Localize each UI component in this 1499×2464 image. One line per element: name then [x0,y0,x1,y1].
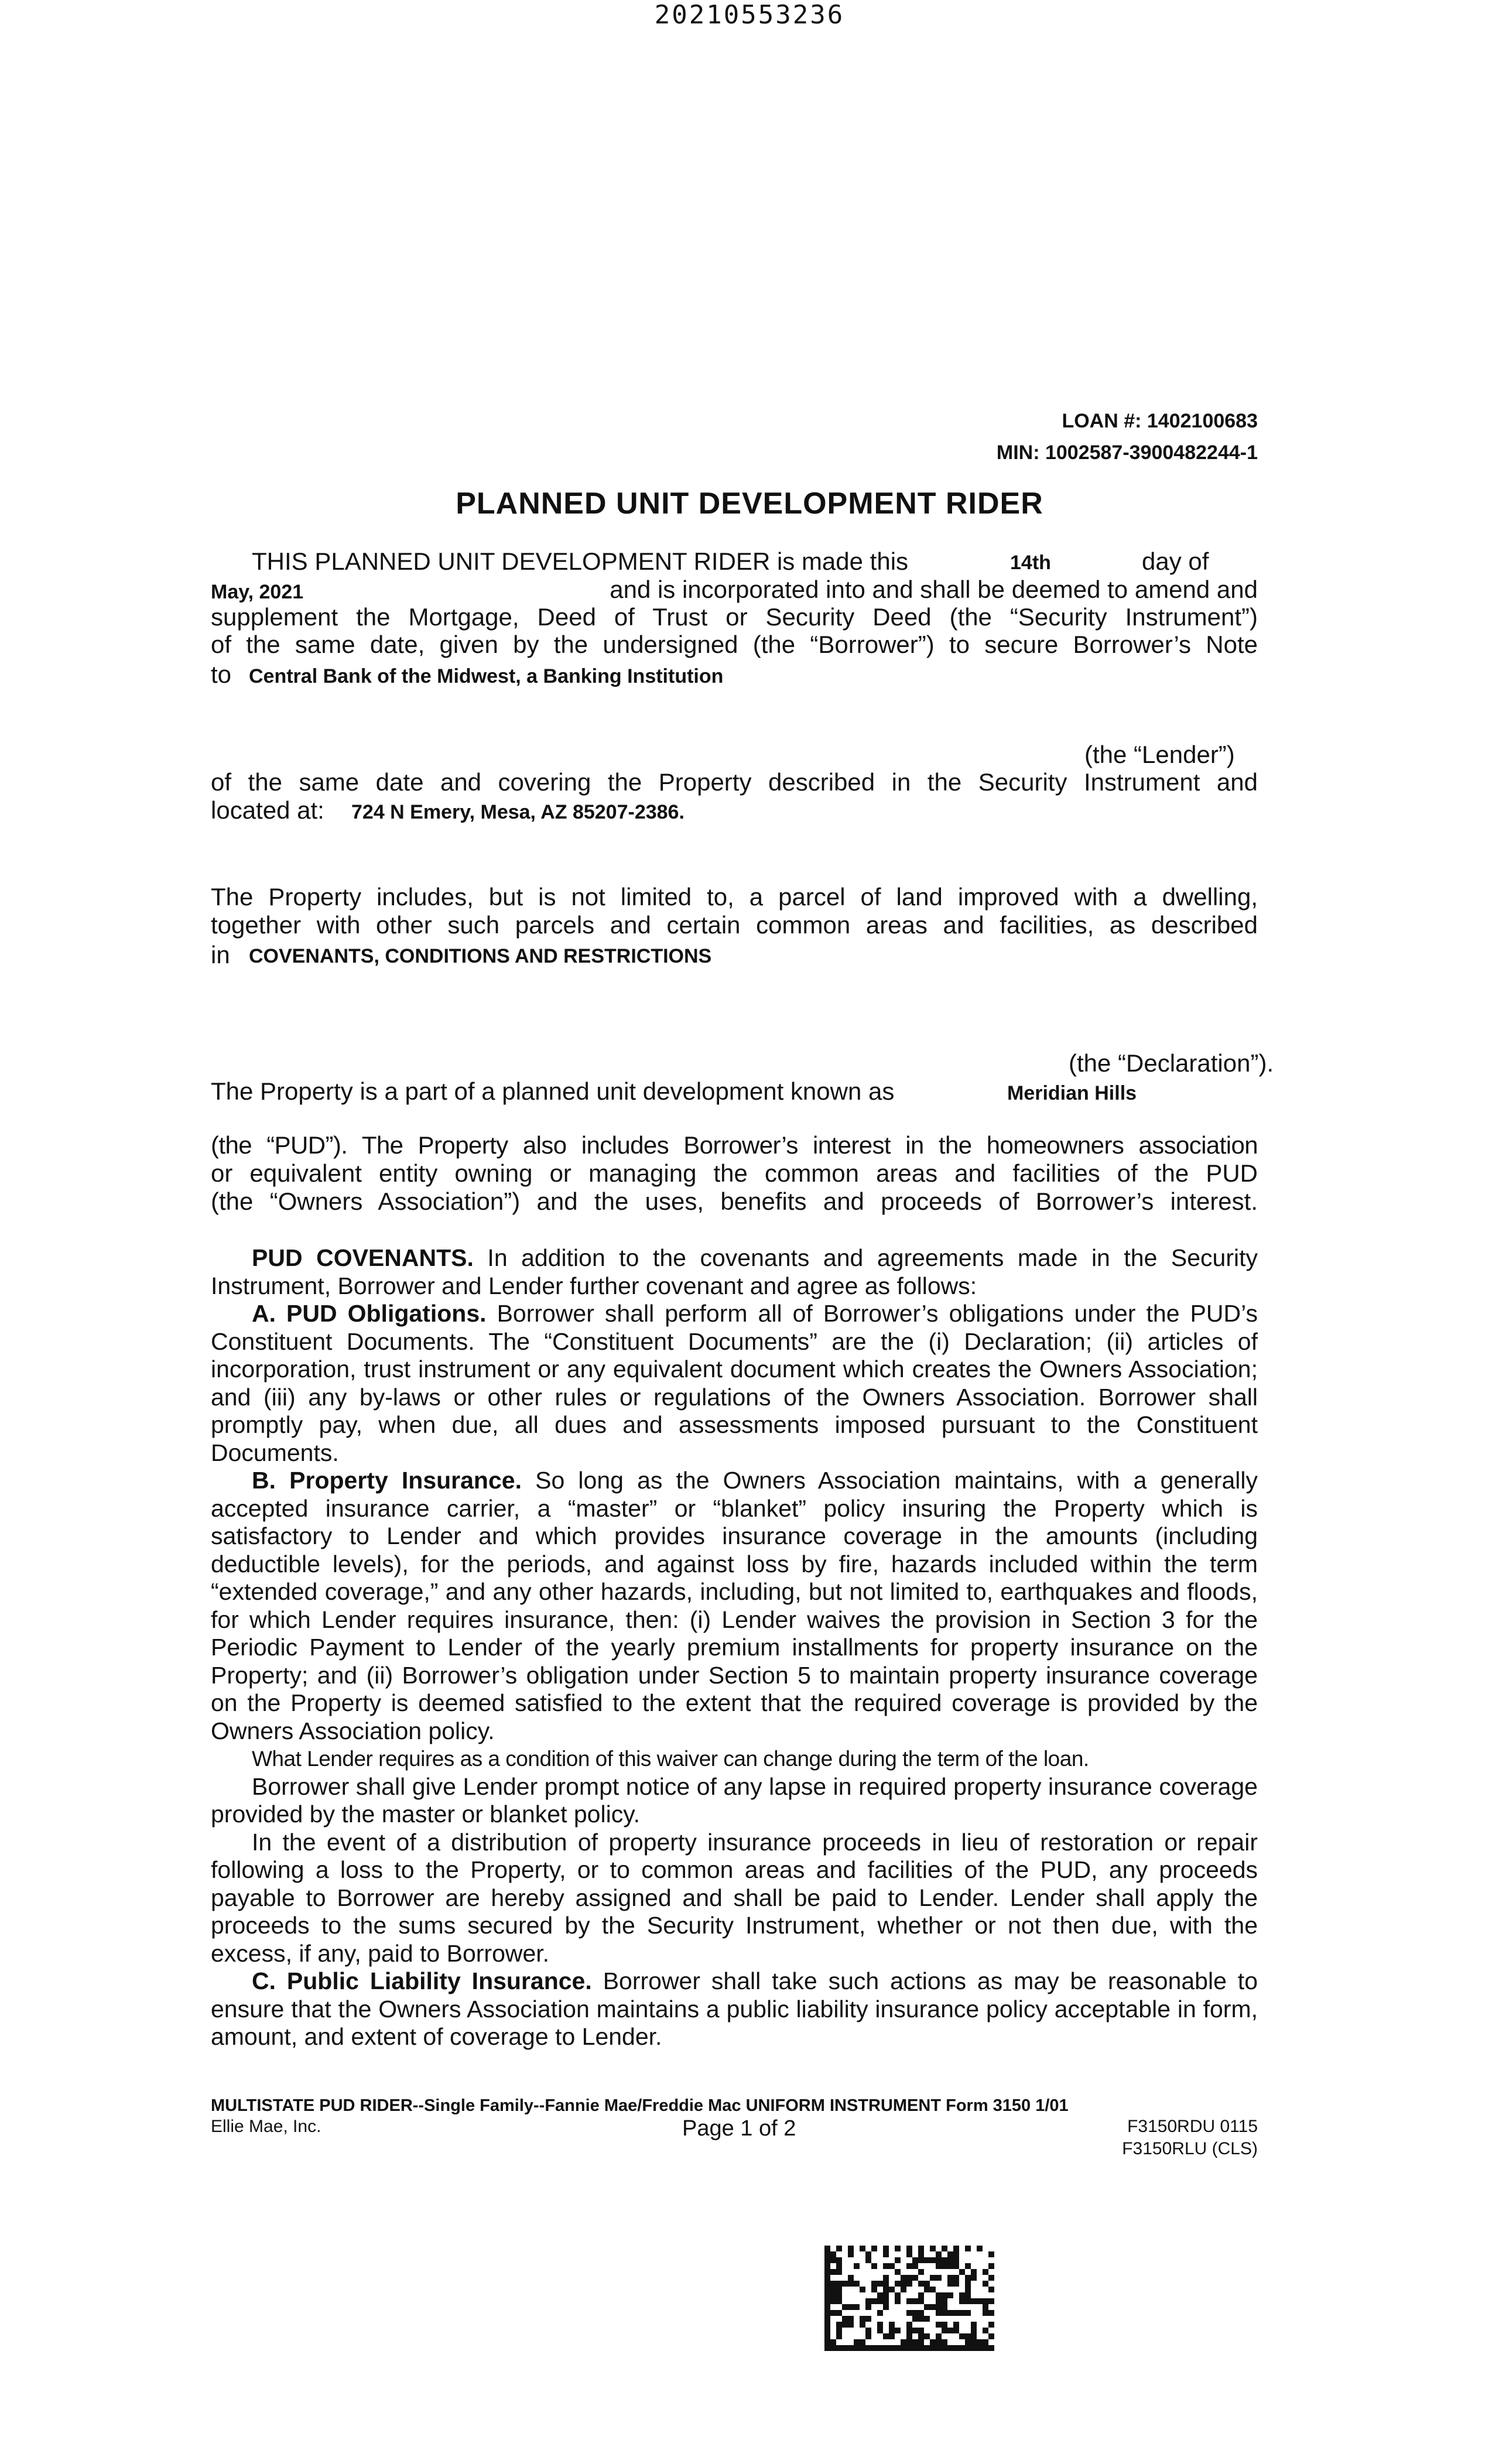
the-lender: (the “Lender”) [1084,741,1235,768]
form-line: MULTISTATE PUD RIDER--Single Family--Fannie Mae/Freddie Mac UNIFORM INSTRUMENT Form 3150 1/01 [211,2096,1069,2115]
intro-day-of: day of [1142,547,1209,575]
intro-line6: of the same date and covering the Property described in the Security Instrument and [211,768,1258,796]
loan-number: LOAN #: 1402100683 [1062,410,1258,432]
pud-lead: The Property is a part of a planned unit development known as [211,1077,895,1105]
section-b-text: So long as the Owners Association maintains, with a generally accepted insurance carrier, a “master” or “blanket” policy insuring the Property which is satisfactory to Lender and which provides insurance coverage in the amounts (including deductible levels), for the periods, and against loss by fire, hazards included within the term “extended coverage,” and any other hazards, including, but not limited to, earthquakes and floods, for which Lender requires insurance, then: (i) Lender waives the provision in Section 3 for the Periodic Payment to Lender of the yearly premium installments for property insurance on the Property; and (ii) Borrower’s obligation under Section 5 to maintain property insurance coverage on the Property is deemed satisfied to the extent that the required coverage is provided by the Owners Association policy. [211,1467,1258,1744]
page-title: PLANNED UNIT DEVELOPMENT RIDER [456,487,1043,521]
section-a-heading: A. PUD Obligations. [252,1300,487,1327]
pud-covenants-section [211,1244,1258,2051]
intro-to: to [211,661,232,688]
footer-code-2: F3150RLU (CLS) [1122,2139,1258,2158]
pud-line1: (the “PUD”). The Property also includes Borrower’s interest in the homeowners association [211,1131,1258,1159]
located-at: located at: [211,796,324,824]
section-b-heading: B. Property Insurance. [252,1467,522,1494]
section-b-distribution: In the event of a distribution of property insurance proceeds in lieu of restoration or repair following a loss to the Property, or to common areas and facilities of the PUD, any proceeds payable to Borrower are hereby assigned and shall be paid to Lender. Lender shall apply the proceeds to the sums secured by the Security Instrument, whether or not then due, with the excess, if any, paid to Borrower. [211,1828,1258,1967]
page-number: Page 1 of 2 [682,2116,796,2141]
intro-date: May, 2021 [211,581,304,603]
pud-name: Meridian Hills [1007,1082,1137,1104]
intro-line4: of the same date, given by the undersigned (the “Borrower”) to secure Borrower’s Note [211,631,1258,658]
intro-line2: and is incorporated into and shall be deemed to amend and [610,576,1258,603]
document-number: 20210553236 [654,0,845,30]
lender-name: Central Bank of the Midwest, a Banking Institution [249,665,724,687]
footer-company: Ellie Mae, Inc. [211,2117,321,2136]
pud-line2: or equivalent entity owning or managing the common areas and facilities of the PUD [211,1159,1258,1187]
section-a-text: Borrower shall perform all of Borrower’s obligations under the PUD’s Constituent Documents. The “Constituent Documents” are the (i) Declaration; (ii) articles of incorporation, trust instrument or any equivalent document which creates the Owners Association; and (iii) any by-laws or other rules or regulations of the Owners Association. Borrower shall promptly pay, when due, all dues and assessments imposed pursuant to the Constituent Documents. [211,1300,1258,1466]
the-declaration: (the “Declaration”). [1069,1049,1274,1077]
min-number: MIN: 1002587-3900482244-1 [996,442,1258,464]
section-b-waiver: What Lender requires as a condition of this waiver can change during the term of the loan. [252,1747,1089,1771]
declaration-name: COVENANTS, CONDITIONS AND RESTRICTIONS [249,945,712,967]
intro-line3: supplement the Mortgage, Deed of Trust or Security Deed (the “Security Instrument”) [211,603,1258,631]
property-line2: together with other such parcels and certain common areas and facilities, as described [211,911,1258,939]
property-address: 724 N Emery, Mesa, AZ 85207-2386. [351,801,685,823]
intro-lead: THIS PLANNED UNIT DEVELOPMENT RIDER is made this [252,547,909,575]
footer-code-1: F3150RDU 0115 [1127,2117,1258,2136]
section-c-heading: C. Public Liability Insurance. [252,1967,592,1994]
section-c-text: Borrower shall take such actions as may be reasonable to ensure that the Owners Association maintains a public liability insurance policy acceptable in form, amount, and extent of coverage to Lender. [211,1967,1258,2050]
intro-day: 14th [1010,552,1051,574]
property-in: in [211,941,230,969]
pud-line3: (the “Owners Association”) and the uses, benefits and proceeds of Borrower’s interest. [211,1187,1258,1215]
section-b-notice: Borrower shall give Lender prompt notice of any lapse in required property insurance coverage provided by the master or blanket policy. [211,1772,1258,1828]
datamatrix-barcode [824,2246,994,2351]
property-line1: The Property includes, but is not limited to, a parcel of land improved with a dwelling, [211,883,1258,911]
covenants-intro: In addition to the covenants and agreements made in the Security Instrument, Borrower and Lender further covenant and agree as follows: [211,1244,1258,1299]
covenants-heading: PUD COVENANTS. [252,1244,474,1271]
